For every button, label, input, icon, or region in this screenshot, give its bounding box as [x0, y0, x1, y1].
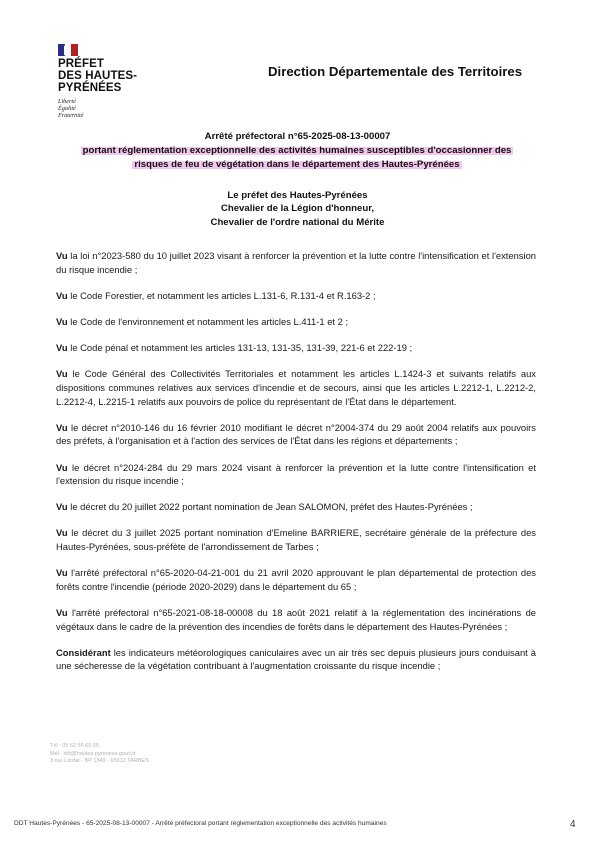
visa-paragraph [56, 461, 536, 488]
subject-line-1: portant réglementation exceptionnelle des activités humaines susceptibles d'occasionner des [82, 145, 512, 156]
contact-email: Mél : ddt@hautes-pyrenees.gouv.fr [50, 750, 136, 757]
prefet-title-line2: Chevalier de la Légion d'honneur, [220, 203, 375, 215]
prefecture-name-line2: DES HAUTES- [58, 70, 138, 82]
visa-paragraph [56, 289, 536, 303]
visa-text: le décret n°2010-146 du 16 février 2010 modifiant le décret n°2004-374 du 29 août 2004 relatifs aux pouvoirs des préfets, à l'organisation et à l'action des services de l'État dans les régions et départements ; [56, 421, 536, 447]
motto-liberte: Liberté [58, 98, 76, 105]
visa-paragraph [56, 606, 536, 633]
prefet-title-line3: Chevalier de l'ordre national du Mérite [210, 216, 385, 228]
visa-paragraph [56, 249, 536, 276]
considerant-paragraph [56, 646, 536, 673]
motto-fraternite: Fraternité [58, 112, 84, 119]
prefecture-name [58, 58, 178, 94]
arrete-reference: Arrêté préfectoral n°65-2025-08-13-00007 [204, 131, 391, 142]
visa-paragraph [56, 526, 536, 553]
visa-lead: Vu [56, 607, 68, 619]
considerant-lead: Considérant [56, 646, 111, 658]
visa-text: le décret du 20 juillet 2022 portant nomination de Jean SALOMON, préfet des Hautes-Pyrénées ; [67, 501, 473, 513]
visa-lead: Vu [56, 289, 68, 301]
visa-text: le décret n°2024-284 du 29 mars 2024 visant à renforcer la prévention et la lutte contre l'intensification et l'extension du risque incendie ; [56, 461, 536, 487]
motto-egalite: Égalité [58, 105, 76, 112]
visa-lead: Vu [56, 501, 68, 513]
visa-lead: Vu [56, 421, 68, 433]
visa-paragraph [56, 421, 536, 448]
arrete-subject [54, 144, 540, 172]
visa-paragraph [56, 341, 536, 355]
visa-lead: Vu [56, 315, 68, 327]
document-footer: DDT Hautes-Pyrénées - 65-2025-08-13-00007 - Arrêté préfectoral portant réglementation exceptionnelle des activités humaines [14, 820, 387, 827]
visa-lead: Vu [56, 368, 68, 380]
considerant-text: les indicateurs météorologiques caniculaires avec un air très sec depuis plusieurs jours conduisant à une sécheresse de la végétation contribuant à l'augmentation croissante du risque incendie ; [56, 646, 536, 672]
visa-text: le Code de l'environnement et notamment les articles L.411-1 et 2 ; [67, 315, 349, 327]
visa-lead: Vu [56, 527, 68, 539]
visa-paragraph [56, 500, 536, 514]
prefet-title-line1: Le préfet des Hautes-Pyrénées [227, 190, 368, 201]
visa-paragraph [56, 566, 536, 593]
visas-section [56, 249, 536, 686]
contact-address: 3 rue Lordat - BP 1349 - 65013 TARBES [50, 758, 149, 765]
visa-text: le décret du 3 juillet 2025 portant nomination d'Emeline BARRIERE, secrétaire générale de la préfecture des Hautes-Pyrénées, sous-préfète de l'arrondissement de Tarbes ; [56, 527, 536, 553]
visa-text: l'arrêté préfectoral n°65-2020-04-21-001 du 21 avril 2020 approuvant le plan départemental de protection des forêts contre l'incendie (période 2020-2029) dans le département du 65 ; [56, 567, 536, 592]
contact-phone: Tél : 05 62 56 65 65 [50, 743, 99, 749]
visa-text: la loi n°2023-580 du 10 juillet 2023 visant à renforcer la prévention et la lutte contre l'intensification et l'extension du risque incendie ; [56, 250, 536, 275]
visa-text: l'arrêté préfectoral n°65-2021-08-18-00008 du 18 août 2021 relatif à la réglementation des incinérations de végétaux dans le cadre de la prévention des incendies de forêts dans le département des Hautes-Pyrénées ; [56, 607, 536, 632]
prefecture-name-line1: PRÉFET [58, 58, 104, 70]
visa-lead: Vu [56, 567, 68, 579]
visa-text: le Code Général des Collectivités Territoriales et notamment les articles L.1424-3 et suivants relatifs aux dispositions communes relatives aux services d'incendie et de secours, ainsi que les articles L.2212-1, L.2212-2, L.2212-4, L.2215-1 relatifs aux pouvoirs de police du représentant de l'État dans le département. [56, 368, 536, 407]
prefecture-name-line3: PYRÉNÉES [58, 82, 122, 94]
visa-text: le Code pénal et notamment les articles 131-13, 131-35, 131-39, 221-6 et 222-19 ; [67, 342, 413, 354]
visa-lead: Vu [56, 342, 68, 354]
visa-paragraph [56, 367, 536, 408]
prefet-titles [0, 189, 595, 229]
page-number: 4 [570, 819, 576, 830]
visa-text: le Code Forestier, et notamment les articles L.131-6, R.131-4 et R.163-2 ; [67, 289, 376, 301]
contact-block [50, 743, 149, 766]
visa-paragraph [56, 315, 536, 329]
visa-lead: Vu [56, 461, 68, 473]
prefecture-logo [58, 44, 178, 119]
direction-title: Direction Départementale des Territoires [268, 64, 523, 79]
subject-line-2: risques de feu de végétation dans le département des Hautes-Pyrénées [134, 159, 460, 170]
republic-motto [58, 98, 178, 119]
visa-lead: Vu [56, 250, 68, 261]
marianne-logo-icon [58, 44, 78, 56]
